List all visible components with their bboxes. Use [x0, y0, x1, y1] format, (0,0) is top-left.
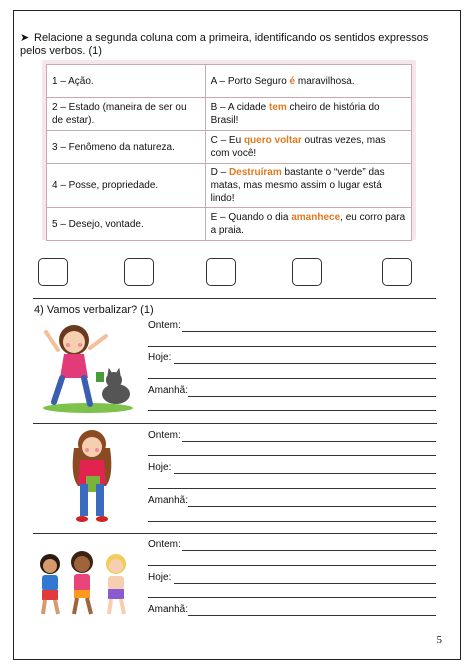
answer-box-5[interactable]	[382, 258, 412, 286]
hoje-line-3b[interactable]	[148, 597, 436, 598]
hoje-label-3: Hoje:	[148, 572, 172, 583]
hoje-label-1: Hoje:	[148, 352, 172, 363]
ontem-label-2: Ontem:	[148, 430, 181, 441]
amanha-line-1[interactable]	[188, 396, 436, 397]
right-item-d: D – Destruíram bastante o “verde” das matas, mas mesmo assim o lugar está lindo!	[205, 164, 411, 208]
hoje-line-1[interactable]	[174, 363, 436, 364]
question-4-title: 4) Vamos verbalizar? (1)	[34, 304, 154, 316]
page-number: 5	[436, 634, 442, 646]
ontem-label-1: Ontem:	[148, 320, 181, 331]
instruction-text: Relacione a segunda coluna com a primeira, identificando os sentidos expressos pelos verbos. (1)	[20, 32, 429, 57]
matching-table-frame	[42, 60, 416, 240]
right-item-c: C – Eu quero voltar outras vezes, mas com você!	[205, 131, 411, 164]
amanha-label-3: Amanhã:	[148, 604, 189, 615]
amanha-line-1b[interactable]	[148, 410, 436, 411]
section-separator-2	[33, 533, 437, 534]
ontem-line-3[interactable]	[182, 550, 436, 551]
section-divider	[33, 298, 436, 299]
left-item-4: 4 – Posse, propriedade.	[47, 164, 206, 208]
amanha-line-2b[interactable]	[148, 521, 436, 522]
hoje-line-2b[interactable]	[148, 488, 436, 489]
ontem-line-2[interactable]	[182, 441, 436, 442]
matching-table	[46, 64, 412, 241]
right-item-a: A – Porto Seguro é maravilhosa.	[205, 65, 411, 98]
answer-boxes	[36, 258, 426, 288]
table-row	[47, 131, 412, 164]
amanha-label-1: Amanhã:	[148, 385, 189, 396]
table-row	[47, 164, 412, 208]
left-item-5: 5 – Desejo, vontade.	[47, 208, 206, 241]
ontem-line-2b[interactable]	[148, 455, 436, 456]
section-separator-1	[33, 423, 437, 424]
right-item-b: B – A cidade tem cheiro de história do Brasil!	[205, 98, 411, 131]
hoje-line-2[interactable]	[174, 473, 436, 474]
girl-with-cat-illustration	[38, 320, 138, 415]
instruction	[20, 32, 450, 58]
amanha-label-2: Amanhã:	[148, 495, 189, 506]
right-item-e: E – Quando o dia amanhece, eu corro para a praia.	[205, 208, 411, 241]
answer-box-2[interactable]	[124, 258, 154, 286]
amanha-line-2[interactable]	[188, 506, 436, 507]
hoje-line-1b[interactable]	[148, 378, 436, 379]
ontem-line-1b[interactable]	[148, 346, 436, 347]
ontem-label-3: Ontem:	[148, 539, 181, 550]
arrow-bullet-icon: ➤	[20, 32, 30, 44]
hoje-line-3[interactable]	[174, 583, 436, 584]
left-item-1: 1 – Ação.	[47, 65, 206, 98]
girl-with-book-illustration	[58, 426, 128, 526]
table-row	[47, 208, 412, 241]
answer-box-3[interactable]	[206, 258, 236, 286]
left-item-2: 2 – Estado (maneira de ser ou de estar).	[47, 98, 206, 131]
answer-box-1[interactable]	[38, 258, 68, 286]
ontem-line-1[interactable]	[182, 331, 436, 332]
ontem-line-3b[interactable]	[148, 565, 436, 566]
hoje-label-2: Hoje:	[148, 462, 172, 473]
three-children-illustration	[34, 548, 134, 620]
amanha-line-3[interactable]	[188, 615, 436, 616]
table-row	[47, 65, 412, 98]
left-item-3: 3 – Fenômeno da natureza.	[47, 131, 206, 164]
answer-box-4[interactable]	[292, 258, 322, 286]
table-row	[47, 98, 412, 131]
